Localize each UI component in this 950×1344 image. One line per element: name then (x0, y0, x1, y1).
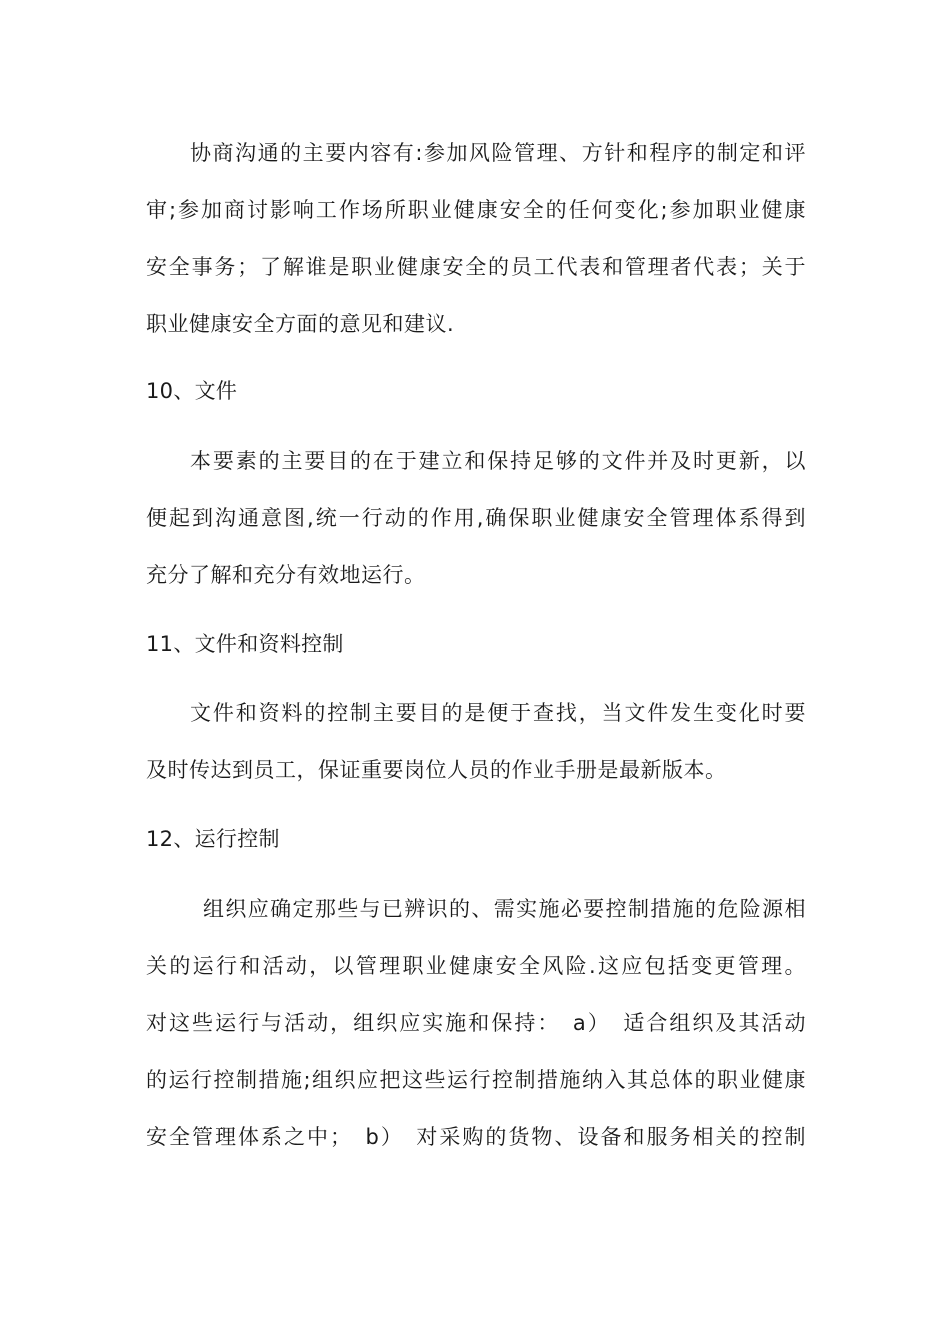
paragraph-line: 审;参加商讨影响工作场所职业健康安全的任何变化;参加职业健康 (146, 198, 806, 222)
paragraph-line: 职业健康安全方面的意见和建议. (146, 312, 455, 336)
paragraph-line: 文件和资料的控制主要目的是便于查找，当文件发生变化时要 (190, 701, 806, 725)
section-heading-12: 12、运行控制 (146, 827, 280, 851)
paragraph-line: 的运行控制措施;组织应把这些运行控制措施纳入其总体的职业健康 (146, 1068, 806, 1092)
section-heading-10: 10、文件 (146, 379, 238, 403)
paragraph-line: 协商沟通的主要内容有:参加风险管理、方针和程序的制定和评 (190, 141, 806, 165)
paragraph-line: 便起到沟通意图,统一行动的作用,确保职业健康安全管理体系得到 (146, 506, 806, 530)
paragraph-line: 关的运行和活动，以管理职业健康安全风险.这应包括变更管理。 (146, 954, 806, 978)
paragraph-line: 安全事务；了解谁是职业健康安全的员工代表和管理者代表；关于 (146, 255, 806, 279)
section-heading-11: 11、文件和资料控制 (146, 632, 344, 656)
paragraph-line: 组织应确定那些与已辨识的、需实施必要控制措施的危险源相 (203, 897, 806, 921)
paragraph-line: 本要素的主要目的在于建立和保持足够的文件并及时更新，以 (190, 449, 806, 473)
paragraph-line: 充分了解和充分有效地运行。 (146, 563, 426, 587)
paragraph-line: 安全管理体系之中； b） 对采购的货物、设备和服务相关的控制 (146, 1125, 806, 1149)
paragraph-line: 对这些运行与活动，组织应实施和保持： a） 适合组织及其活动 (146, 1011, 806, 1035)
paragraph-line: 及时传达到员工，保证重要岗位人员的作业手册是最新版本。 (146, 758, 727, 782)
